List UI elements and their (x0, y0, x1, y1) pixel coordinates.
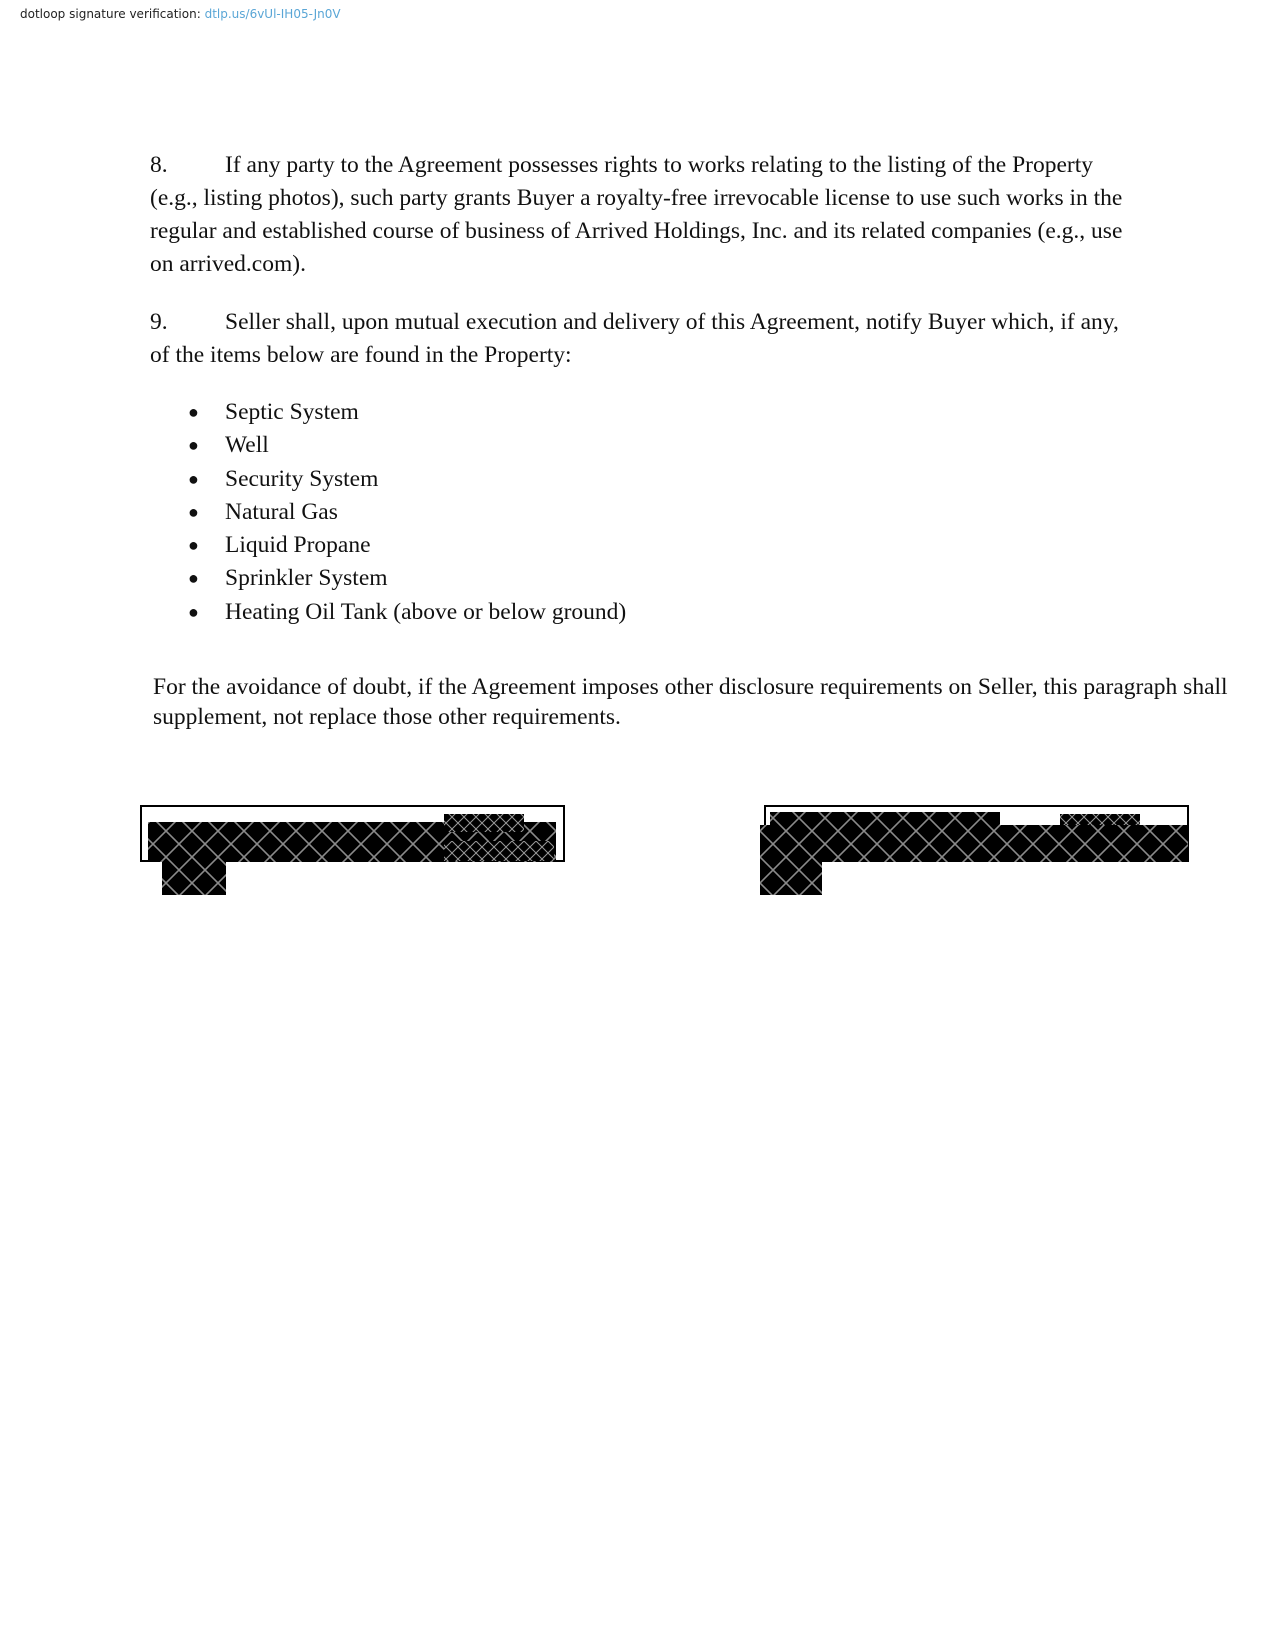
bullet-icon: ● (188, 601, 199, 622)
bullet-icon: ● (188, 435, 199, 456)
verification-label: dotloop signature verification: (20, 7, 201, 21)
list-item-label: Heating Oil Tank (above or below ground) (225, 598, 627, 625)
list-item-label: Septic System (225, 399, 359, 425)
verification-link[interactable]: dtlp.us/6vUl-IH05-Jn0V (204, 7, 341, 21)
list-item-label: Sprinkler System (225, 565, 388, 592)
list-item-label: Security System (225, 465, 379, 492)
list-item (150, 529, 626, 562)
list-item (150, 562, 626, 595)
signature-verification-header (20, 7, 341, 21)
bullet-icon: ● (188, 501, 199, 522)
list-item (150, 463, 626, 496)
signature-block-right-redacted[interactable] (760, 805, 1190, 905)
paragraph-9-text: Seller shall, upon mutual execution and delivery of this Agreement, notify Buyer which, if any, of the items below are found in the Property: (150, 309, 1119, 368)
list-item (150, 496, 626, 529)
list-item (150, 596, 626, 629)
list-item-label: Liquid Propane (225, 532, 371, 559)
bullet-icon: ● (188, 568, 199, 589)
paragraph-9-number: 9. (150, 309, 168, 335)
property-items-list (150, 396, 626, 629)
list-item-label: Natural Gas (225, 498, 338, 525)
signature-block-left-redacted[interactable] (140, 805, 570, 905)
avoidance-paragraph: For the avoidance of doubt, if the Agreement imposes other disclosure requirements on Seller, this paragraph shall supplement, not replace those other requirements. (153, 674, 1228, 730)
paragraph-8-number: 8. (150, 152, 168, 178)
bullet-icon: ● (188, 402, 199, 422)
bullet-icon: ● (188, 468, 199, 489)
list-item-label: Well (225, 432, 269, 459)
list-item (150, 429, 626, 462)
paragraph-8-text: If any party to the Agreement possesses rights to works relating to the listing of the Property (e.g., listing photos), such party grants Buyer a royalty-free irrevocable license to use such works in the regular and established course of business of Arrived Holdings, Inc. and its related companies (e.g., use on arrived.com). (150, 152, 1123, 277)
paragraph-8 (150, 149, 1130, 281)
paragraph-9 (150, 306, 1130, 372)
bullet-icon: ● (188, 535, 199, 556)
list-item (150, 396, 626, 429)
